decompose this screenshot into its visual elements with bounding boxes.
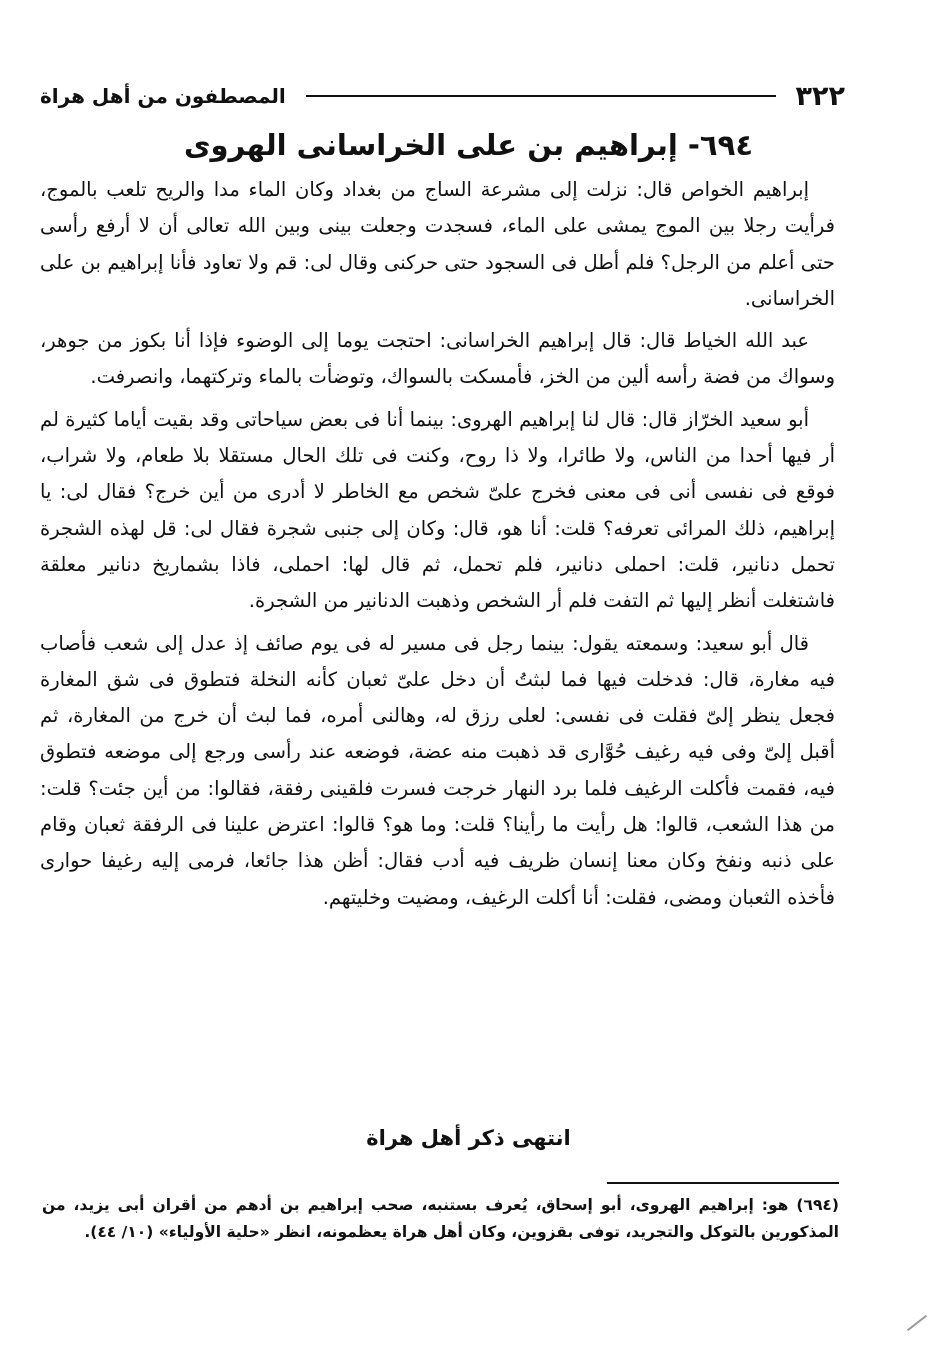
entry-title: ٦٩٤- إبراهيم بن على الخراسانى الهروى xyxy=(183,128,754,162)
paragraph: إبراهيم الخواص قال: نزلت إلى مشرعة الساج من بغداد وكان الماء مدا والريح تلعب بالموج، فرأيت رجلا بين الموج يمشى على الماء، فسجدت وجعلت بينى وبين الله تعالى أن لا أرفع رأسى حتى أعلم من الرجل؟ فلم أطل فى السجود حتى حركنى وقال لى: قم ولا تعاود فأنا إبراهيم بن على الخراسانى. xyxy=(40,178,835,310)
footnote-divider xyxy=(607,1182,839,1184)
paragraph: أبو سعيد الخرّاز قال: قال لنا إبراهيم الهروى: بينما أنا فى بعض سياحاتى وقد بقيت أياما كثيرة لم أر فيها أحدا من الناس، ولا طائرا، ولا ذا روح، وكنت فى تلك الحال مستقلا بلا طعام، ولا شراب، فوقع فى نفسى أنى فى معنى فخرج علىّ شخص مع الخاطر لا أدرى من أين خرج؟ فقال لى: يا إبراهيم، ذلك المرائى تعرفه؟ قلت: أنا هو، قال: وكان إلى جنبى شجرة فقال لى: قل لهذه الشجرة تحمل دنانير، قلت: احملى دنانير، فلم تحمل، ثم قال لها: احملى، فاذا بشماريخ دنانير معلقة فاشتغلت أنظر إليها ثم التفت فلم أر الشخص وذهبت الدنانير من الشجرة. xyxy=(40,407,835,613)
page-number: ٣٢٢ xyxy=(795,80,845,112)
page-header xyxy=(40,78,845,114)
header-divider xyxy=(306,95,776,97)
body-text xyxy=(40,172,835,922)
paragraph: عبد الله الخياط قال: قال إبراهيم الخراسانى: احتجت يوما إلى الوضوء فإذا أنا بكوز من جوهر، وسواك من فضة رأسه ألين من الخز، فأمسكت بالسواك، وتوضأت بالماء وتركتهما، وانصرفت. xyxy=(40,329,835,389)
running-title: المصطفون من أهل هراة xyxy=(40,84,286,108)
section-closing: انتهى ذكر أهل هراة xyxy=(366,1126,571,1150)
footnote: (٦٩٤) هو: إبراهيم الهروى، أبو إسحاق، يُعرف بستنبه، صحب إبراهيم بن أدهم من أقران أبى يزيد، من المذكورين بالتوكل والتجريد، توفى بقزوين، وكان أهل هراة يعظمونه، انظر «حلية الأولياء» (١٠/ ٤٤). xyxy=(42,1196,839,1241)
paragraph: قال أبو سعيد: وسمعته يقول: بينما رجل فى مسير له فى يوم صائف إذ عدل إلى شعب فأصاب فيه مغارة، قال: فدخلت فيها فما لبثتُ أن دخل علىّ ثعبان كأنه النخلة فتطوق فى شق المغارة فجعل ينظر إلىّ فقلت فى نفسى: لعلى رزق له، وهالنى أمره، فما لبث أن خرج من المغارة، ثم أقبل إلىّ وفى فيه رغيف حُوَّارى قد ذهبت منه عضة، فوضعه عند رأسى ورجع إلى موضعه فتطوق فيه، فقمت فأكلت الرغيف فلما برد النهار خرجت فسرت فلقينى رفقة، فقالوا: من أين جئت؟ قلت: من هذا الشعب، قالوا: هل رأيت ما رأينا؟ قلت: وما هو؟ قالوا: اعترض علينا فى الرفقة ثعبان وقام على ذنبه ونفخ وكان معنا إنسان ظريف فيه أدب فقال: أظن هذا جائعا، فرمى إليه رغيفا حوارى فأخذه الثعبان ومضى، فقلت: أنا أكلت الرغيف، ومضيت وخليتهم. xyxy=(40,631,835,909)
scan-artifact-mark xyxy=(907,1315,927,1331)
